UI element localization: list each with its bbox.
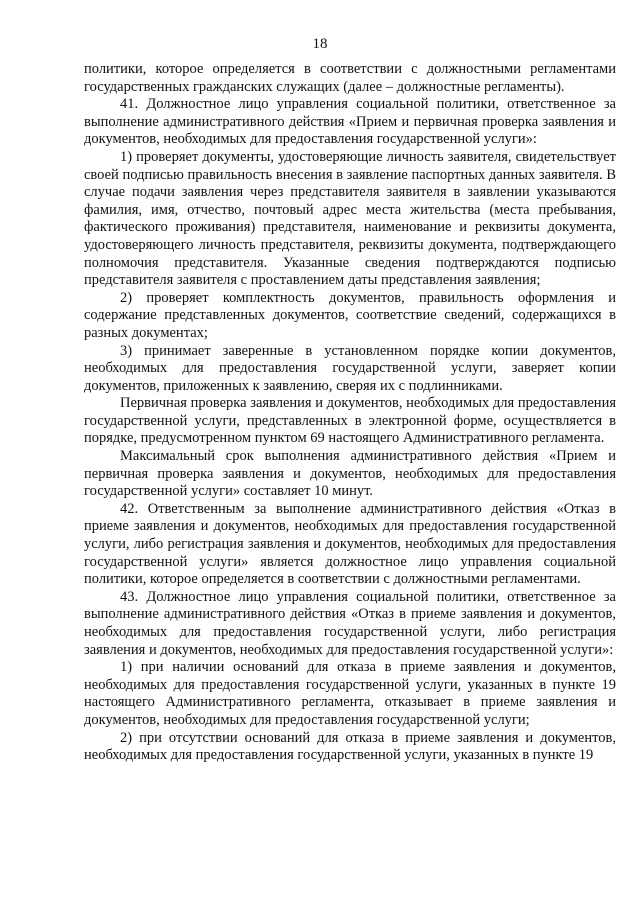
- paragraph-41-item-1: 1) проверяет документы, удостоверяющие личность заявителя, свидетельствует своей подписью правильность внесения в заявление паспортных данных заявителя. В случае подачи заявления через представителя заявителя в заявлении указываются фамилия, имя, отчество, почтовый адрес места жительства (места пребывания, фактического проживания) представителя, наименование и реквизиты документа, удостоверяющего личность представителя, реквизиты документа, подтверждающего полномочия представителя. Указанные сведения подтверждаются подписью представителя заявителя с проставлением даты представления заявления;: [84, 148, 616, 289]
- paragraph-41: 41. Должностное лицо управления социальной политики, ответственное за выполнение административного действия «Прием и первичная проверка заявления и документов, необходимых для предоставления государственной услуги»:: [84, 96, 616, 148]
- paragraph-primary-check: Первичная проверка заявления и документов, необходимых для предоставления государственной услуги, представленных в электронной форме, осуществляется в порядке, предусмотренном пунктом 69 настоящего Административного регламента.: [84, 395, 616, 447]
- paragraph-43-item-2: 2) при отсутствии оснований для отказа в приеме заявления и документов, необходимых для предоставления государственной услуги, указанных в пункте 19: [84, 729, 616, 764]
- document-body: [84, 61, 616, 765]
- paragraph-max-time: Максимальный срок выполнения административного действия «Прием и первичная проверка заявления и документов, необходимых для предоставления государственной услуги» составляет 10 минут.: [84, 448, 616, 500]
- paragraph-43: 43. Должностное лицо управления социальной политики, ответственное за выполнение административного действия «Отказ в приеме заявления и документов, необходимых для предоставления государственной услуги, либо регистрация заявления и документов, необходимых для предоставления государственной услуги»:: [84, 588, 616, 658]
- paragraph-41-item-3: 3) принимает заверенные в установленном порядке копии документов, необходимых для предоставления государственной услуги, заверяет копии документов, приложенных к заявлению, сверяя их с подлинниками.: [84, 342, 616, 394]
- paragraph-continuation: политики, которое определяется в соответствии с должностными регламентами государственных гражданских служащих (далее – должностные регламенты).: [84, 61, 616, 95]
- paragraph-41-item-2: 2) проверяет комплектность документов, правильность оформления и содержание представленных документов, соответствие сведений, содержащихся в разных документах;: [84, 289, 616, 341]
- paragraph-43-item-1: 1) при наличии оснований для отказа в приеме заявления и документов, необходимых для предоставления государственной услуги, указанных в пункте 19 настоящего Административного регламента, отказывает в приеме заявления и документов, необходимых для предоставления государственной услуги;: [84, 659, 616, 728]
- page-number: 18: [312, 36, 328, 52]
- paragraph-42: 42. Ответственным за выполнение административного действия «Отказ в приеме заявления и документов, необходимых для предоставления государственной услуги, либо регистрация заявления и документов, необходимых для предоставления государственной услуги» является должностное лицо управления социальной политики, которое определяется в соответствии с должностными регламентами.: [84, 500, 616, 588]
